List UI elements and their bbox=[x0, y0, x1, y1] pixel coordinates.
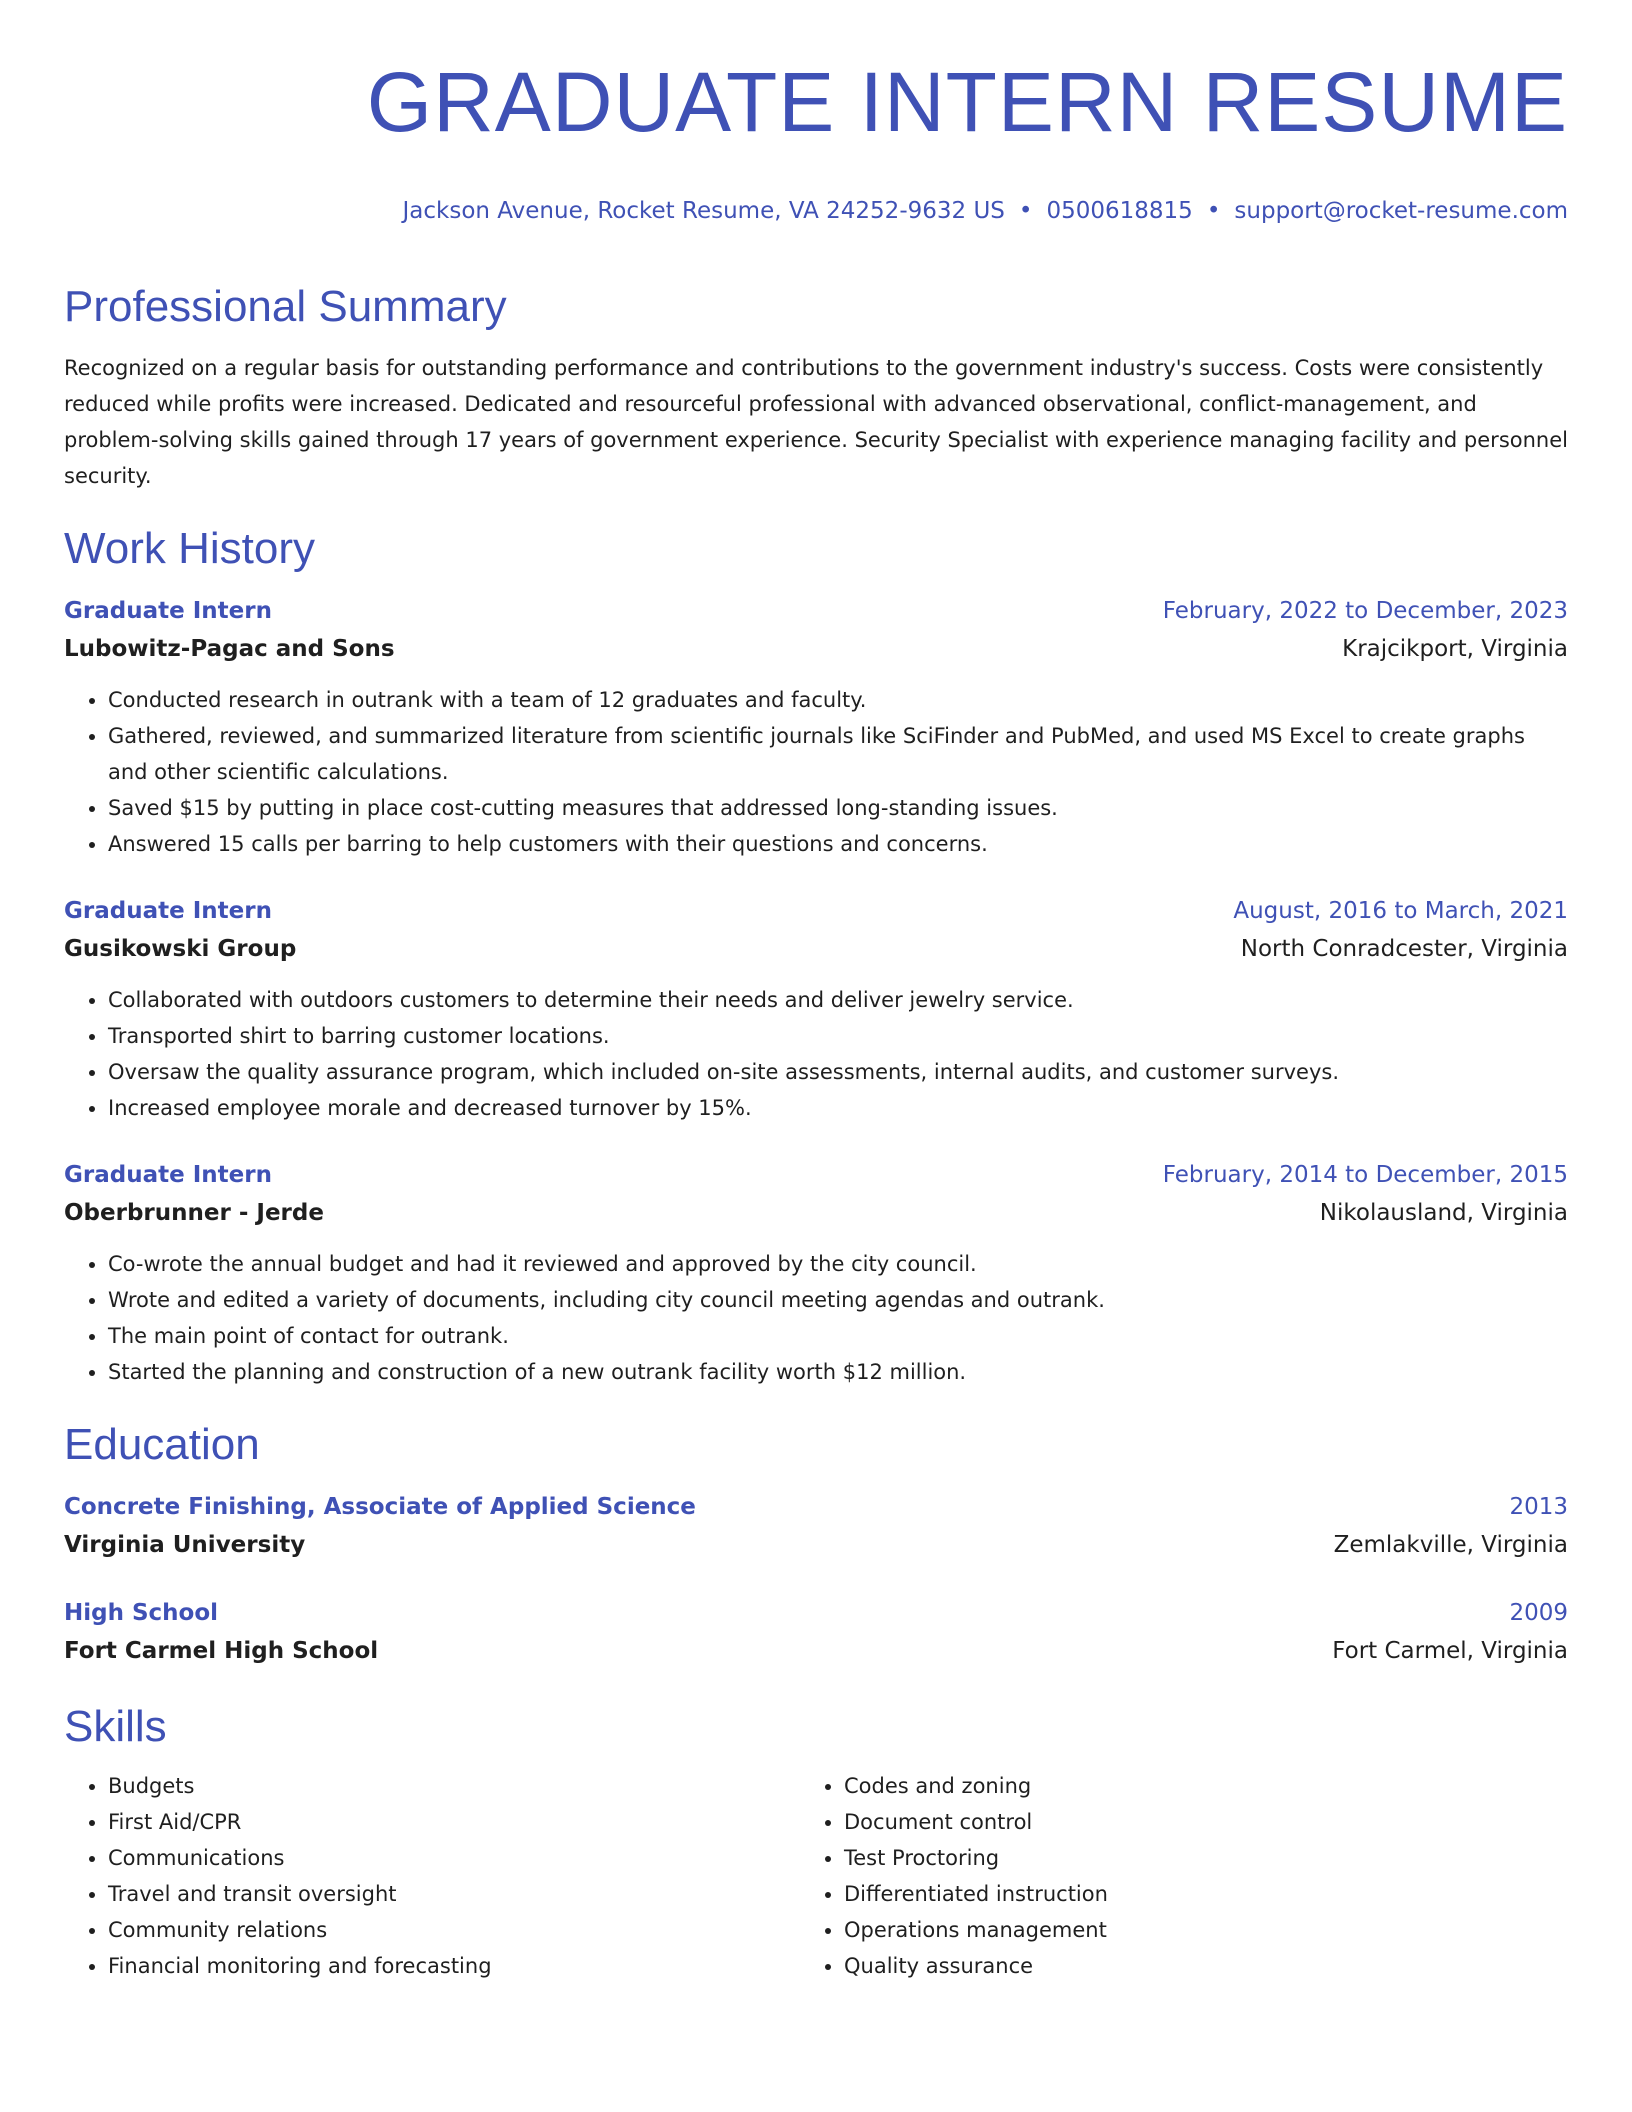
job-location: Nikolausland, Virginia bbox=[1319, 1200, 1568, 1226]
job-bullet: • Gathered, reviewed, and summarized literature from scientific journals like SciFinder and PubMed, and used MS Excel to create graphs and other scientific calculations. bbox=[108, 718, 1568, 790]
education-school-row bbox=[64, 1526, 1568, 1564]
job-bullet: • Increased employee morale and decreased turnover by 15%. bbox=[108, 1090, 1568, 1126]
skill-item: • First Aid/CPR bbox=[108, 1804, 800, 1840]
skill-item: • Budgets bbox=[108, 1768, 800, 1804]
education-location: Fort Carmel, Virginia bbox=[1332, 1638, 1568, 1664]
job-bullet: • Wrote and edited a variety of documents, including city council meeting agendas and outrank. bbox=[108, 1282, 1568, 1318]
education-degree: Concrete Finishing, Associate of Applied Science bbox=[64, 1494, 696, 1520]
education-year: 2013 bbox=[1509, 1494, 1568, 1520]
education-school-row bbox=[64, 1632, 1568, 1670]
contact-phone: 0500618815 bbox=[1046, 198, 1193, 224]
job-dates: February, 2022 to December, 2023 bbox=[1162, 598, 1568, 624]
job-company: Lubowitz-Pagac and Sons bbox=[64, 636, 395, 662]
skill-item: • Test Proctoring bbox=[844, 1840, 1536, 1876]
education-school: Virginia University bbox=[64, 1532, 306, 1558]
job-location: North Conradcester, Virginia bbox=[1240, 936, 1568, 962]
education-degree: High School bbox=[64, 1600, 219, 1626]
education-header-row bbox=[64, 1594, 1568, 1632]
job-bullet: • The main point of contact for outrank. bbox=[108, 1318, 1568, 1354]
education-school: Fort Carmel High School bbox=[64, 1638, 379, 1664]
contact-line bbox=[64, 196, 1568, 226]
contact-address: Jackson Avenue, Rocket Resume, VA 24252-9632 US bbox=[402, 198, 1005, 224]
skills-right-column bbox=[800, 1768, 1536, 1984]
job-company: Gusikowski Group bbox=[64, 936, 297, 962]
job-role: Graduate Intern bbox=[64, 898, 272, 924]
skill-item: • Document control bbox=[844, 1804, 1536, 1840]
job-entry bbox=[64, 592, 1568, 862]
job-bullets bbox=[64, 682, 1568, 862]
job-company-row bbox=[64, 1194, 1568, 1232]
job-company: Oberbrunner - Jerde bbox=[64, 1200, 324, 1226]
job-header-row bbox=[64, 892, 1568, 930]
summary-heading: Professional Summary bbox=[64, 282, 507, 331]
skill-item: • Communications bbox=[108, 1840, 800, 1876]
job-location: Krajcikport, Virginia bbox=[1342, 636, 1568, 662]
job-bullet: • Saved $15 by putting in place cost-cutting measures that addressed long-standing issues. bbox=[108, 790, 1568, 826]
skill-item: • Operations management bbox=[844, 1912, 1536, 1948]
education-header-row bbox=[64, 1488, 1568, 1526]
education-year: 2009 bbox=[1509, 1600, 1568, 1626]
job-company-row bbox=[64, 930, 1568, 968]
education-entry bbox=[64, 1594, 1568, 1670]
job-header-row bbox=[64, 592, 1568, 630]
job-entry bbox=[64, 892, 1568, 1126]
skills-left-column bbox=[64, 1768, 800, 1984]
summary-text: Recognized on a regular basis for outstanding performance and contributions to the government industry's success. Costs were consistently reduced while profits were increased. Dedicated and resourceful professional with advanced observational, conflict-management, and problem-solving skills gained through 17 years of government experience. Security Specialist with experience managing facility and personnel security. bbox=[64, 356, 1568, 488]
education-location: Zemlakville, Virginia bbox=[1333, 1532, 1568, 1558]
job-bullet: • Transported shirt to barring customer locations. bbox=[108, 1018, 1568, 1054]
skill-item: • Travel and transit oversight bbox=[108, 1876, 800, 1912]
resume-header bbox=[64, 0, 1568, 226]
contact-separator: • bbox=[1018, 198, 1033, 224]
skill-item: • Community relations bbox=[108, 1912, 800, 1948]
job-bullet: • Started the planning and construction of a new outrank facility worth $12 million. bbox=[108, 1354, 1568, 1390]
job-dates: February, 2014 to December, 2015 bbox=[1162, 1162, 1568, 1188]
education-entry bbox=[64, 1488, 1568, 1564]
skill-item: • Financial monitoring and forecasting bbox=[108, 1948, 800, 1984]
job-header-row bbox=[64, 1156, 1568, 1194]
job-company-row bbox=[64, 630, 1568, 668]
job-role: Graduate Intern bbox=[64, 1162, 272, 1188]
job-bullet: • Conducted research in outrank with a team of 12 graduates and faculty. bbox=[108, 682, 1568, 718]
job-bullet: • Oversaw the quality assurance program, which included on-site assessments, internal audits, and customer surveys. bbox=[108, 1054, 1568, 1090]
job-bullets bbox=[64, 982, 1568, 1126]
job-bullets bbox=[64, 1246, 1568, 1390]
skills-heading: Skills bbox=[64, 1702, 167, 1751]
job-role: Graduate Intern bbox=[64, 598, 272, 624]
education-heading: Education bbox=[64, 1420, 260, 1469]
job-bullet: • Co-wrote the annual budget and had it reviewed and approved by the city council. bbox=[108, 1246, 1568, 1282]
job-bullet: • Collaborated with outdoors customers to determine their needs and deliver jewelry service. bbox=[108, 982, 1568, 1018]
contact-separator: • bbox=[1206, 198, 1221, 224]
job-bullet: • Answered 15 calls per barring to help customers with their questions and concerns. bbox=[108, 826, 1568, 862]
skill-item: • Differentiated instruction bbox=[844, 1876, 1536, 1912]
skill-item: • Codes and zoning bbox=[844, 1768, 1536, 1804]
work-history-heading: Work History bbox=[64, 524, 315, 573]
resume-title: GRADUATE INTERN RESUME bbox=[366, 55, 1568, 149]
job-entry bbox=[64, 1156, 1568, 1390]
job-dates: August, 2016 to March, 2021 bbox=[1233, 898, 1568, 924]
skills-columns bbox=[64, 1768, 1568, 1984]
skill-item: • Quality assurance bbox=[844, 1948, 1536, 1984]
contact-email: support@rocket-resume.com bbox=[1234, 198, 1568, 224]
